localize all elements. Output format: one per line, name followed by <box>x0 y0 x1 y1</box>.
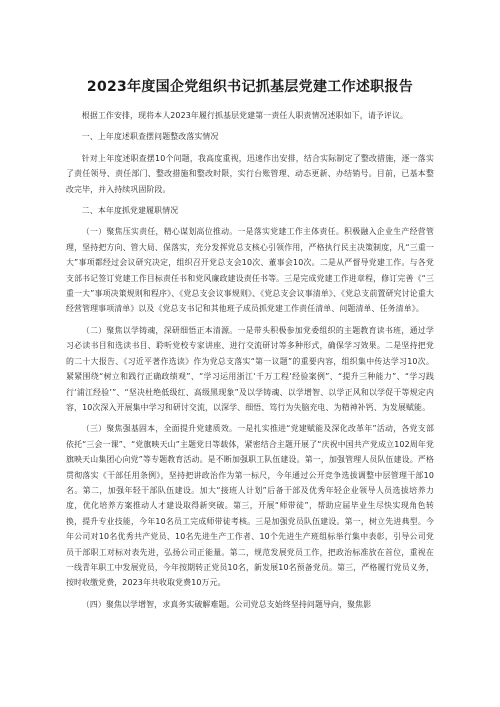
section-1-paragraph: 针对上年度述职查摆10个问题，我高度重视，迅速作出安排，结合实际制定了整改措施，逐一落实了责任领导、责任部门、整改措施和整改时限，实行台账管理、动态更新、办结销号。目前，已基本整改完毕，并入持续巩固阶段。 <box>66 153 434 194</box>
section-2-paragraph-1: （一）聚焦压实责任，精心谋划高位推动。一是落实党建工作主体责任。积极融入企业生产经营管理，坚持把方向、管大局、保落实，充分发挥党总支核心引领作用，严格执行民主决策制度，凡“三重一大”事项都经过会议研究决定，组织召开党总支会10次、董事会10次。二是从严督导党建工作。与各党支部书记签订党建工作目标责任书和党风廉政建设责任书等。三是完成党建工作进章程，修订完善《“三重一大”事项决策规则和程序》、《党总支会议事规则》、《党总支会议事清单》、《党总支前置研究讨论重大经营管理事项清单》以及《党总支书记和其他班子成员抓党建工作责任清单、问题清单、任务清单》。 <box>66 227 434 314</box>
section-heading-1: 一、上年度述职查摆问题整改落实情况 <box>81 132 219 142</box>
section-2-paragraph-4: （四）聚焦以学增智，求真务实破解难题。公司党总支始终坚持问题导向，聚焦影 <box>81 599 372 609</box>
section-heading-2: 二、本年度抓党建履职情况 <box>81 206 179 216</box>
intro-paragraph: 根据工作安排，现将本人2023年履行抓基层党建第一责任人职责情况述职如下，请予评议。 <box>81 111 409 120</box>
section-2-paragraph-2: （二）聚焦以学铸魂，深研细悟正本清源。一是带头积极参加党委组织的主题教育读书班，通过学习必读书目和选读书目、聆听党校专家讲座、进行交流研讨等多种形式，确保学习效果。二是坚持把党的二十大报告、《习近平著作选读》作为党总支落实“第一议题”的重要内容，组织集中传达学习10次。紧紧围绕“树立和践行正确政绩观”、“学习运用浙江‘千万工程’经验案例”、“提升三种能力”、“学习践行‘浦江经验’”、“坚决杜绝低级红、高级黑现象”及以学铸魂、以学增智、以学正风和以学促干等规定内容，10次深入开展集中学习和研讨交流，以深学、细悟、笃行为失脑充电、为精神补钙、为发展赋能。 <box>66 325 434 412</box>
page-title: 2023年度国企党组织书记抓基层党建工作述职报告 <box>86 79 414 95</box>
section-2-paragraph-3: （三）聚焦强基固本，全面提升党建质效。一是扎实推进“党建赋能及深化改革年”活动，各党支部依托“三会一课”、“党旗映天山”主题党日等载体，紧密结合主题开展了“庆祝中国共产党成立102周年党旗映天山集团心向党”等专题教育活动。是不断加强职工队伍建设。第一，加强管理人员队伍建设。严格贯彻落实《干部任用条例》，坚持把讲政治作为第一标尺，今年通过公开竞争选拔调整中层管理干部10名。第二，加强年轻干部队伍建设。加大“接班人计划”后备干部及优秀年轻企业领导人员选拔培养力度，优化培养方案推动人才建设取得新突破。第三，开展“师带徒”，帮助应届毕业生尽快实现角色转换，提升专业技能，今年10名员工完成师带徒考核。三是加强党员队伍建设。第一，树立先进典型。今年公司对10名优秀共产党员、10名先进生产工作者、10个先进生产班组标举行集中表彰，引导公司党员干部职工对标对表先进，弘扬公司正能量。第二，规范发展党员工作，把政治标准放在首位，重视在一线青年职工中发展党员，今年按期转正党员10名，新发展10名预备党员。第三，严格履行党员义务，按时收缴党费，2023年共收取党费10万元。 <box>66 424 434 588</box>
